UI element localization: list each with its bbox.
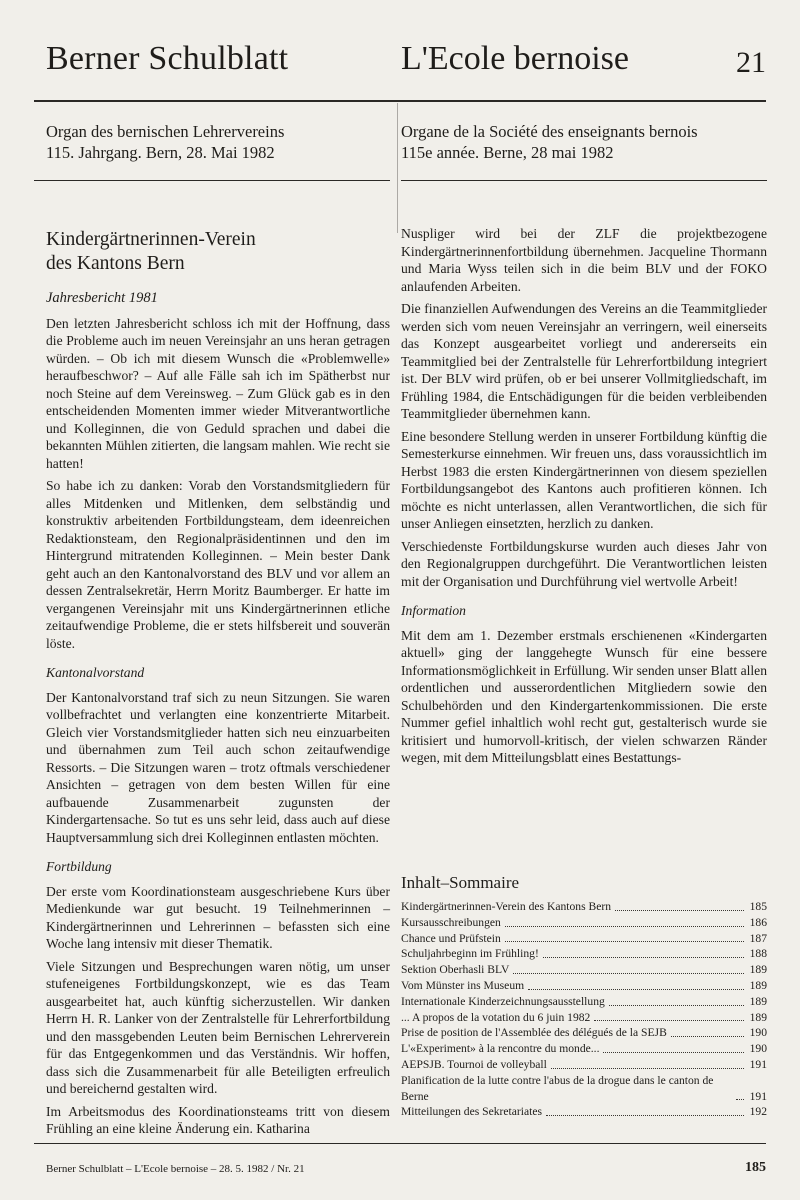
toc-entry-page: 190 (749, 1042, 767, 1056)
toc-leader-dots (594, 1020, 743, 1021)
section-heading: Fortbildung (46, 859, 112, 874)
toc-entry-title: Internationale Kinderzeichnungsausstellung (401, 994, 605, 1008)
toc-entry (401, 1025, 767, 1041)
article-title-line1: Kindergärtnerinnen-Verein (46, 229, 256, 250)
toc-entry-page: 191 (749, 1057, 767, 1071)
toc-entry-page: 187 (749, 931, 767, 945)
toc-entry (401, 1041, 767, 1057)
article-right-column (401, 225, 767, 772)
toc-entry-title: Vom Münster ins Museum (401, 978, 525, 992)
toc-entry-title: AEPSJB. Tournoi de volleyball (401, 1057, 547, 1071)
article-paragraph: Verschiedenste Fortbildungskurse wurden auch dieses Jahr von den Regionalgruppen durchgeführt. Die Verantwortlichen leisten mit der Organisation und Durchführung viel wertvolle Arbeit! (401, 538, 767, 589)
issue-number: 21 (736, 46, 766, 79)
toc-entry (401, 994, 767, 1010)
organ-de-line2: 115. Jahrgang. Bern, 28. Mai 1982 (46, 143, 275, 162)
toc-entry (401, 899, 767, 915)
toc-entry-title: Kursausschreibungen (401, 915, 501, 929)
toc-entry-page: 185 (749, 900, 767, 913)
article-paragraph: Der Kantonalvorstand traf sich zu neun Sitzungen. Sie waren vollbefrachtet und verlangten eine konzentrierte Mitarbeit. Gleich vier Vorstandsmitglieder hatten sich neu einzuarbeiten und übernahmen zum Teil auch schon zeitaufwendige Ressorts. – Die Sitzungen waren – trotz oftmals verschiedener Ansichten – getragen von dem besten Willen für eine aufbauende Zusammenarbeit zugunsten der Kindergartensache. So tut es uns sehr leid, dass auch auf diese Hauptversammlung sich drei Kolleginnen entlasten möchten. (46, 689, 390, 845)
article-paragraph: Eine besondere Stellung werden in unserer Fortbildung künftig die Semesterkurse einnehmen. Wir freuen uns, dass voraussichtlich im Herbst 1983 die ersten Kindergärtnerinnen von diesem speziellen Fortbildungsangebot des Kantons auch profitieren können. Ich möchte es nicht unterlassen, allen Verantwortlichen, die sich für unser Anliegen einsetzten, herzlich zu danken. (401, 428, 767, 531)
toc-leader-dots (615, 910, 744, 911)
section-heading: Jahresbericht 1981 (46, 290, 158, 306)
top-rule (34, 100, 766, 102)
article-paragraph: Den letzten Jahresbericht schloss ich mit der Hoffnung, dass die Probleme auch im neuen Vereinsjahr an uns heran getragen würden. – Ob ich mit diesem Wunsch die «Problemwelle» heraufbeschwor? – Auf alle Fälle sah ich im Spätherbst nur noch Steine auf dem Vereinsweg. – Zum Glück gab es in den entscheidenden Momenten immer wieder Mitverantwortliche und Kolleginnen, die von Geduld sprachen und dabei die bekannten Mühlen zitierten, die langsam mahlen. Wie recht sie hatten! (46, 315, 390, 471)
organ-de (46, 121, 386, 163)
toc-entry-page: 189 (749, 963, 767, 977)
toc-entry (401, 978, 767, 994)
toc-leader-dots (546, 1115, 744, 1116)
toc-entry-title: Planification de la lutte contre l'abus de la drogue dans le canton de Berne (401, 1073, 714, 1103)
organ-fr (401, 121, 761, 163)
article-paragraph: Viele Sitzungen und Besprechungen waren nötig, um unser stufeneigenes Fortbildungskonzept, wie es das Team ausgearbeitet hat, auch künftig sicherzustellen. Wir danken Herrn H. R. Lanker von der Zentralstelle für Lehrerfortbildung und den massgebenden Leuten beim Bernischen Lehrerverein für das Entgegenkommen und das Verständnis. Wir hoffen, dass sich die Zusammenarbeit für alle Beteiligten erfreulich und bereichernd gestalten wird. (46, 958, 390, 1096)
toc-entry-page: 189 (749, 1010, 767, 1024)
organ-de-line1: Organ des bernischen Lehrervereins (46, 122, 285, 141)
organ-fr-line2: 115e année. Berne, 28 mai 1982 (401, 143, 614, 162)
sub-rule-right (401, 180, 767, 181)
toc-leader-dots (603, 1052, 743, 1053)
toc-entry-title: Chance und Prüfstein (401, 931, 501, 945)
toc-list (401, 899, 767, 1120)
toc-entry (401, 946, 767, 962)
toc-leader-dots (671, 1036, 744, 1037)
article-paragraph: Im Arbeitsmodus des Koordinationsteams tritt von diesem Frühling an eine kleine Änderung ein. Katharina (46, 1103, 390, 1136)
toc-entry-title: ... A propos de la votation du 6 juin 1982 (401, 1010, 591, 1024)
toc-entry (401, 962, 767, 978)
organ-fr-line1: Organe de la Société des enseignants bernois (401, 122, 698, 141)
article-title (46, 228, 390, 276)
article-left-column (46, 225, 390, 1143)
toc-entry-title: Schuljahrbeginn im Frühling! (401, 947, 539, 961)
toc-entry-title: Kindergärtnerinnen-Verein des Kantons Bern (401, 900, 612, 913)
masthead-left-title: Berner Schulblatt (46, 40, 289, 77)
article-paragraph: Die finanziellen Aufwendungen des Vereins an die Teammitglieder werden sich vom neuen Vereinsjahr an verringern, weil einerseits das Konzept ausgearbeitet vorliegt und andererseits ein Teammitglied bei der Zentralstelle für Lehrerfortbildung integriert ist. Der BLV wird prüfen, ob er bei unserer Vollmitgliedschaft, im Frühling 1984, die Entschädigungen für die beiden verbleibenden Teammitglieder übernehmen kann. (401, 301, 767, 421)
toc-entry-page: 190 (749, 1026, 767, 1040)
toc-entry (401, 1010, 767, 1026)
toc-leader-dots (505, 926, 744, 927)
toc-entry (401, 1057, 767, 1073)
footer-citation: Berner Schulblatt – L'Ecole bernoise – 28. 5. 1982 / Nr. 21 (46, 1163, 305, 1175)
sub-rule-left (34, 180, 390, 181)
article-paragraph: Der erste vom Koordinationsteam ausgeschriebene Kurs über Medienkunde war gut besucht. 19 Teilnehmerinnen – Kindergärtnerinnen und Lehrerinnen – befassten sich eine Woche lang intensiv mit dieser Thematik. (46, 883, 390, 951)
toc-entry-title: Mitteilungen des Sekretariates (401, 1105, 543, 1119)
toc-leader-dots (505, 941, 744, 942)
footer-page-number: 185 (745, 1160, 766, 1175)
toc-entry (401, 1104, 767, 1120)
masthead-right-title: L'Ecole bernoise (401, 40, 629, 77)
article-paragraph: So habe ich zu danken: Vorab den Vorstandsmitgliedern für alles Mitdenken und Mitlenken, dem selbständig und konstruktiv arbeitenden Fortbildungsteam, dem ideenreichen Redaktionsteam, den Regionalpräsidentinnen und den im Hintergrund mitratenden Kolleginnen. – Mein bester Dank geht auch an den Kantonalvorstand des BLV und vor allem an dessen Zentralsekretär, Herrn Moritz Baumberger. Er hatte im vergangenen Vereinsjahr mit uns Kindergärtnerinnen etliche zeitaufwendige Probleme, die er stets hilfsbereit und souverän löste. (46, 478, 390, 651)
toc-entry (401, 1073, 767, 1105)
toc-entry-page: 192 (749, 1105, 767, 1119)
toc-entry-title: Prise de position de l'Assemblée des délégués de la SEJB (401, 1026, 667, 1040)
toc-entry-page: 189 (749, 978, 767, 992)
toc-entry (401, 915, 767, 931)
section-heading: Information (401, 603, 466, 618)
toc-entry-page: 189 (749, 994, 767, 1008)
toc-leader-dots (543, 957, 744, 958)
toc-leader-dots (551, 1068, 744, 1069)
section-heading: Kantonalvorstand (46, 665, 145, 680)
footer-rule (34, 1143, 766, 1144)
column-divider (397, 103, 398, 233)
toc-entry-title: L'«Experiment» à la rencontre du monde... (401, 1042, 600, 1056)
toc-leader-dots (736, 1099, 744, 1100)
toc-leader-dots (528, 989, 743, 990)
toc-entry-page: 186 (749, 915, 767, 929)
article-paragraph: Nuspliger wird bei der ZLF die projektbezogene Kindergärtnerinnenfortbildung übernehmen. Jacqueline Thormann und Maria Wyss teilen sich in die beim BLV und der FOKO anlaufenden Arbeiten. (401, 226, 767, 294)
toc-title: Inhalt–Sommaire (401, 873, 520, 892)
toc-leader-dots (513, 973, 743, 974)
toc-leader-dots (609, 1005, 744, 1006)
toc-entry-title: Sektion Oberhasli BLV (401, 963, 510, 977)
toc-entry-page: 188 (749, 947, 767, 961)
toc-entry-page: 191 (749, 1089, 767, 1103)
article-title-line2: des Kantons Bern (46, 253, 185, 274)
toc-entry (401, 931, 767, 947)
article-paragraph: Mit dem am 1. Dezember erstmals erschienenen «Kindergarten aktuell» ging der langgehegte Wunsch für eine bessere Informationsmöglichkeit in Erfüllung. Wir senden unser Blatt allen ordentlichen und ausserordentlichen Mitgliedern sowie den Schulbehörden und den Kindergartenkommissionen. Die erste Nummer gefiel inhaltlich wohl recht gut, gestalterisch wurde sie kritisiert und humorvoll-kritisch, der vielen schwarzen Ränder wegen, mit dem Mitteilungsblatt eines Bestattungs- (401, 627, 767, 765)
